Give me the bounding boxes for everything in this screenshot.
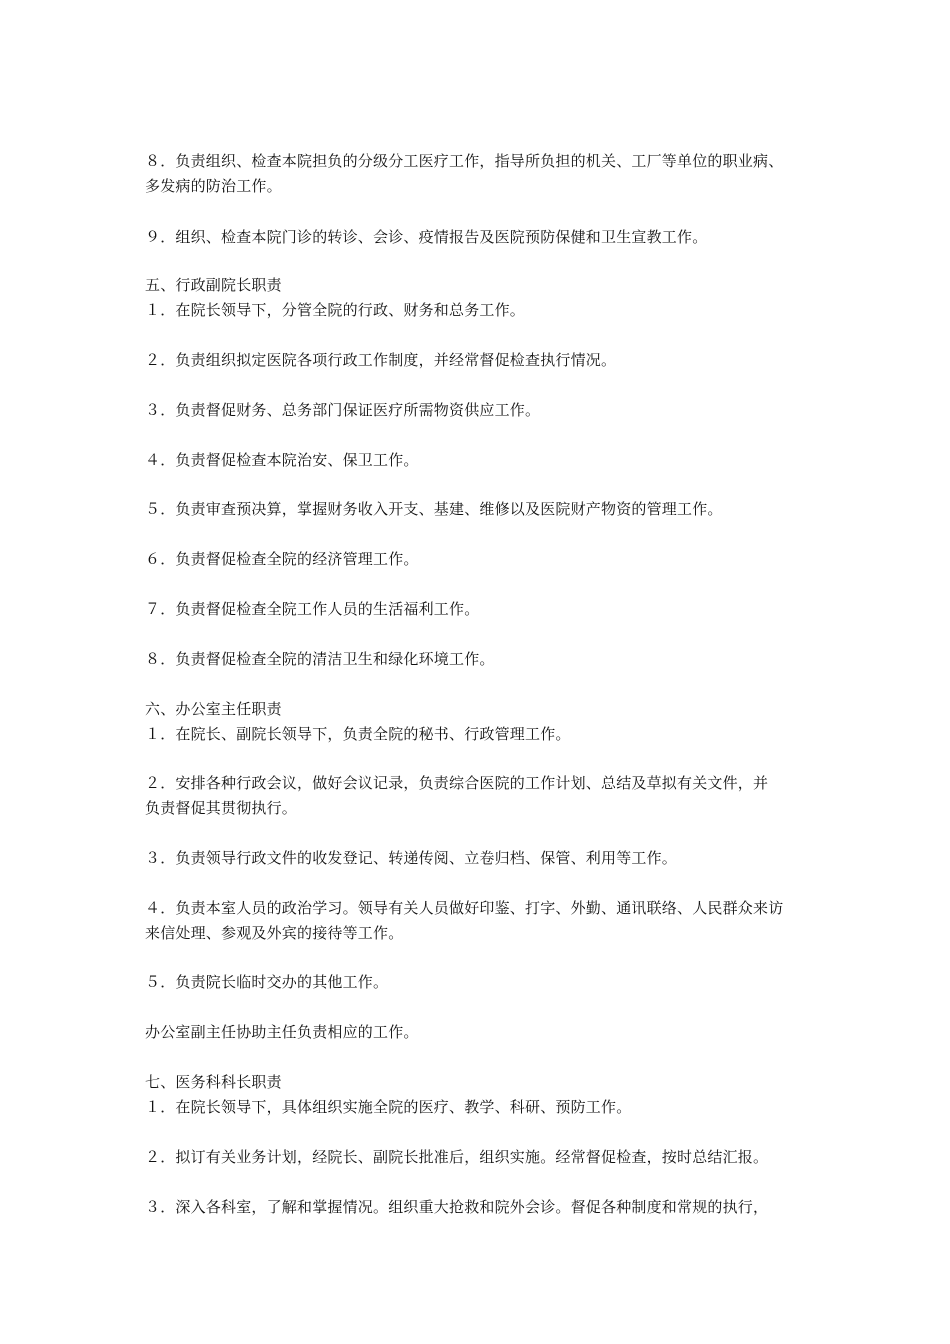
paragraph-line: ３．深入各科室，了解和掌握情况。组织重大抢救和院外会诊。督促各种制度和常规的执行， bbox=[145, 1198, 769, 1216]
paragraph-line: ３．负责领导行政文件的收发登记、转递传阅、立卷归档、保管、利用等工作。 bbox=[145, 849, 678, 867]
section-heading: 七、医务科科长职责 bbox=[145, 1073, 282, 1091]
paragraph-line: ４．负责督促检查本院治安、保卫工作。 bbox=[145, 451, 419, 469]
paragraph-line: １．在院长领导下，分管全院的行政、财务和总务工作。 bbox=[145, 301, 526, 319]
section-heading: 六、办公室主任职责 bbox=[145, 700, 282, 718]
paragraph-line: １．在院长、副院长领导下，负责全院的秘书、行政管理工作。 bbox=[145, 725, 571, 743]
paragraph-line: 来信处理、参观及外宾的接待等工作。 bbox=[145, 924, 404, 942]
paragraph-line: ３．负责督促财务、总务部门保证医疗所需物资供应工作。 bbox=[145, 401, 541, 419]
paragraph-line: 多发病的防治工作。 bbox=[145, 177, 282, 195]
paragraph-line: ５．负责院长临时交办的其他工作。 bbox=[145, 973, 389, 991]
paragraph-line: ９．组织、检查本院门诊的转诊、会诊、疫情报告及医院预防保健和卫生宣教工作。 bbox=[145, 228, 708, 246]
paragraph-line: ７．负责督促检查全院工作人员的生活福利工作。 bbox=[145, 600, 480, 618]
paragraph-line: ８．负责督促检查全院的清洁卫生和绿化环境工作。 bbox=[145, 650, 495, 668]
paragraph-line: ４．负责本室人员的政治学习。领导有关人员做好印鉴、打字、外勤、通讯联络、人民群众来访 bbox=[145, 899, 784, 917]
paragraph-line: 负责督促其贯彻执行。 bbox=[145, 799, 298, 817]
paragraph-line: ６．负责督促检查全院的经济管理工作。 bbox=[145, 550, 419, 568]
section-heading: 五、行政副院长职责 bbox=[145, 276, 282, 294]
paragraph-line: ８．负责组织、检查本院担负的分级分工医疗工作，指导所负担的机关、工厂等单位的职业病、 bbox=[145, 152, 784, 170]
paragraph-line: ２．安排各种行政会议，做好会议记录，负责综合医院的工作计划、总结及草拟有关文件，并 bbox=[145, 774, 769, 792]
paragraph-line: ２．拟订有关业务计划，经院长、副院长批准后，组织实施。经常督促检查，按时总结汇报。 bbox=[145, 1148, 769, 1166]
paragraph-line: ５．负责审查预决算，掌握财务收入开支、基建、维修以及医院财产物资的管理工作。 bbox=[145, 500, 723, 518]
paragraph-line: ２．负责组织拟定医院各项行政工作制度，并经常督促检查执行情况。 bbox=[145, 351, 617, 369]
paragraph-line: １．在院长领导下，具体组织实施全院的医疗、教学、科研、预防工作。 bbox=[145, 1098, 632, 1116]
paragraph-line: 办公室副主任协助主任负责相应的工作。 bbox=[145, 1023, 419, 1041]
